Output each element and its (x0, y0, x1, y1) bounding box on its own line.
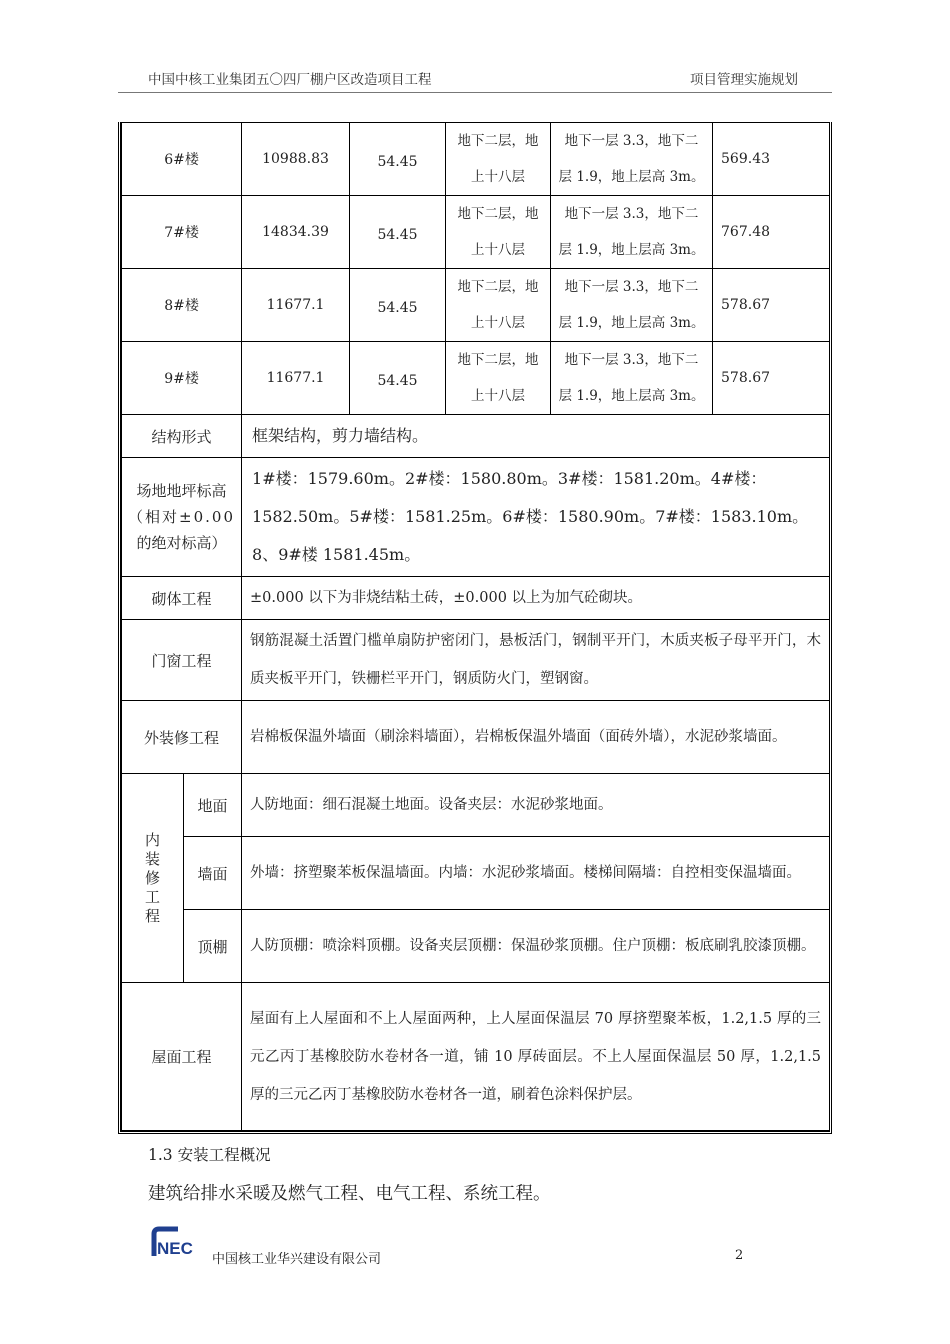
interior-ceiling-label: 顶棚 (184, 910, 242, 983)
project-overview-table (118, 122, 832, 1134)
page-number: 2 (735, 1248, 744, 1263)
floor-last-value: 767.48 (713, 196, 830, 269)
structure-label: 结构形式 (122, 415, 242, 458)
floor-row (122, 342, 830, 415)
masonry-value: ±0.000 以下为非烧结粘土砖，±0.000 以上为加气砼砌块。 (242, 577, 830, 620)
floor-layers (446, 123, 551, 196)
floor-row (122, 196, 830, 269)
interior-label-char: 装 (144, 849, 160, 868)
interior-label-char: 程 (144, 906, 160, 925)
doors-windows-row (122, 620, 830, 701)
floor-layers-line: 地下二层，地 (457, 206, 539, 222)
interior-label-char: 内 (144, 830, 160, 849)
site-label-line-2: （相对±0.00 (128, 508, 235, 526)
header-divider (118, 92, 832, 93)
interior-label (122, 774, 184, 983)
floor-story-line: 地下一层 3.3，地下二 (564, 133, 699, 149)
exterior-row (122, 701, 830, 774)
footer-company: 中国核工业华兴建设有限公司 (212, 1252, 382, 1267)
company-logo (148, 1226, 200, 1260)
site-label-line-3: 的绝对标高） (136, 534, 227, 552)
doors-windows-value: 钢筋混凝土活置门槛单扇防护密闭门，悬板活门，钢制平开门，木质夹板子母平开门，木质夹板平开门，铁栅栏平开门，钢质防火门，塑钢窗。 (242, 620, 830, 701)
floor-layers (446, 342, 551, 415)
floor-story-line: 层 1.9，地上层高 3m。 (558, 315, 705, 331)
site-elevation-value: 1#楼：1579.60m。2#楼：1580.80m。3#楼：1581.20m。4#楼：1582.50m。5#楼：1581.25m。6#楼：1580.90m。7#楼：1583.10m。8、9#楼 1581.45m。 (242, 458, 830, 577)
floor-height: 54.45 (350, 342, 446, 415)
floor-story-line: 层 1.9，地上层高 3m。 (558, 242, 705, 258)
interior-wall-value: 外墙：挤塑聚苯板保温墙面。内墙：水泥砂浆墙面。楼梯间隔墙：自控相变保温墙面。 (242, 837, 830, 910)
floor-layers (446, 196, 551, 269)
interior-floor-label: 地面 (184, 774, 242, 837)
interior-wall-label: 墙面 (184, 837, 242, 910)
structure-row (122, 415, 830, 458)
section-text: 建筑给排水采暖及燃气工程、电气工程、系统工程。 (148, 1184, 551, 1204)
floor-story-line: 层 1.9，地上层高 3m。 (558, 169, 705, 185)
floor-row (122, 123, 830, 196)
roof-value: 屋面有上人屋面和不上人屋面两种，上人屋面保温层 70 厚挤塑聚苯板，1.2,1.5 厚的三元乙丙丁基橡胶防水卷材各一道，铺 10 厚砖面层。不上人屋面保温层 50 厚，1.2,1.5 厚的三元乙丙丁基橡胶防水卷材各一道，刷着色涂料保护层。 (242, 983, 830, 1131)
floor-story-line: 地下一层 3.3，地下二 (564, 279, 699, 295)
floor-height: 54.45 (350, 123, 446, 196)
floor-story-line: 层 1.9，地上层高 3m。 (558, 388, 705, 404)
interior-wall-row (122, 837, 830, 910)
floor-row (122, 269, 830, 342)
header-doc-title: 项目管理实施规划 (690, 72, 798, 88)
floor-name: 8#楼 (122, 269, 242, 342)
floor-layers (446, 269, 551, 342)
roof-label: 屋面工程 (122, 983, 242, 1131)
floor-story-height (551, 269, 713, 342)
header-project-title: 中国中核工业集团五〇四厂棚户区改造项目工程 (148, 72, 432, 88)
floor-name: 7#楼 (122, 196, 242, 269)
floor-layers-line: 地下二层，地 (457, 352, 539, 368)
interior-label-char: 修 (144, 868, 160, 887)
floor-last-value: 578.67 (713, 269, 830, 342)
floor-layers-line: 上十八层 (471, 388, 526, 404)
masonry-row (122, 577, 830, 620)
exterior-value: 岩棉板保温外墙面（刷涂料墙面），岩棉板保温外墙面（面砖外墙），水泥砂浆墙面。 (242, 701, 830, 774)
floor-last-value: 569.43 (713, 123, 830, 196)
section-heading: 1.3 安装工程概况 (148, 1146, 271, 1164)
interior-floor-value: 人防地面：细石混凝土地面。设备夹层：水泥砂浆地面。 (242, 774, 830, 837)
masonry-label: 砌体工程 (122, 577, 242, 620)
site-elevation-label (122, 458, 242, 577)
floor-layers-line: 地下二层，地 (457, 133, 539, 149)
floor-story-height (551, 196, 713, 269)
roof-row (122, 983, 830, 1131)
floor-last-value: 578.67 (713, 342, 830, 415)
doors-windows-label: 门窗工程 (122, 620, 242, 701)
logo-text: NEC (157, 1239, 193, 1258)
floor-area: 11677.1 (242, 342, 350, 415)
floor-name: 6#楼 (122, 123, 242, 196)
floor-layers-line: 上十八层 (471, 242, 526, 258)
exterior-label: 外装修工程 (122, 701, 242, 774)
floor-area: 11677.1 (242, 269, 350, 342)
floor-layers-line: 地下二层，地 (457, 279, 539, 295)
floor-layers-line: 上十八层 (471, 169, 526, 185)
site-elevation-row (122, 458, 830, 577)
floor-story-height (551, 342, 713, 415)
floor-layers-line: 上十八层 (471, 315, 526, 331)
floor-story-line: 地下一层 3.3，地下二 (564, 352, 699, 368)
floor-height: 54.45 (350, 269, 446, 342)
interior-label-char: 工 (144, 887, 160, 906)
floor-name: 9#楼 (122, 342, 242, 415)
floor-story-height (551, 123, 713, 196)
interior-ceiling-row (122, 910, 830, 983)
floor-area: 10988.83 (242, 123, 350, 196)
floor-area: 14834.39 (242, 196, 350, 269)
floor-story-line: 地下一层 3.3，地下二 (564, 206, 699, 222)
interior-ceiling-value: 人防顶棚：喷涂料顶棚。设备夹层顶棚：保温砂浆顶棚。住户顶棚：板底刷乳胶漆顶棚。 (242, 910, 830, 983)
floor-height: 54.45 (350, 196, 446, 269)
structure-value: 框架结构，剪力墙结构。 (242, 415, 830, 458)
interior-floor-row (122, 774, 830, 837)
site-label-line-1: 场地地坪标高 (136, 482, 227, 500)
